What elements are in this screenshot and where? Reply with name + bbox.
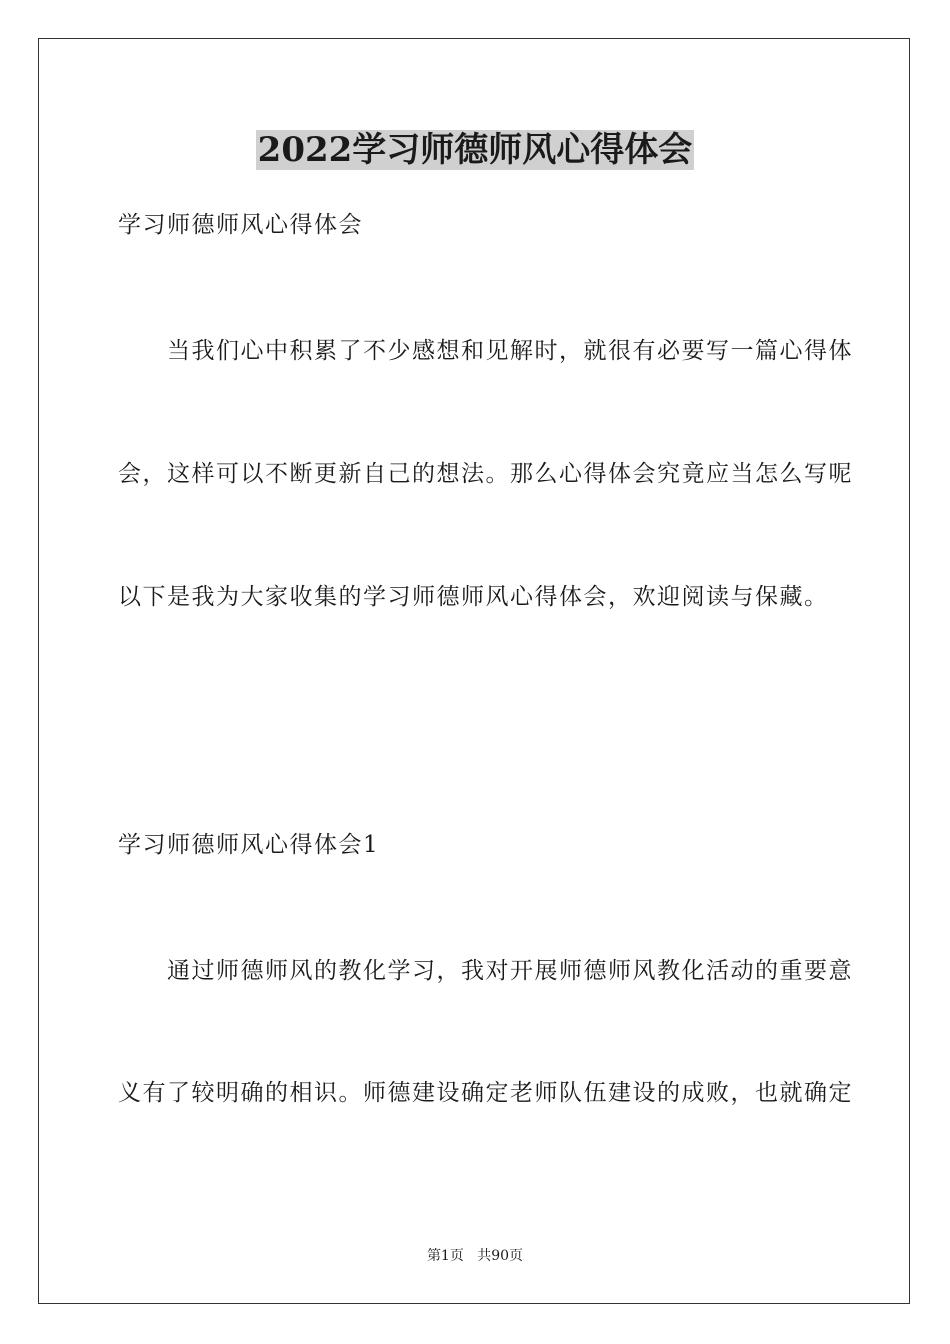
paragraph-line: 会，这样可以不断更新自己的想法。那么心得体会究竟应当怎么写呢 (118, 461, 853, 487)
paragraph-line: 通过师德师风的教化学习，我对开展师德师风教化活动的重要意 (118, 958, 853, 984)
page-number: 第1页 (426, 1248, 464, 1264)
section-heading: 学习师德师风心得体会1 (118, 832, 380, 858)
paragraph-line: 当我们心中积累了不少感想和见解时，就很有必要写一篇心得体 (118, 338, 853, 364)
document-title-text: 2022学习师德师风心得体会 (257, 130, 693, 170)
section-heading: 学习师德师风心得体会 (118, 212, 363, 238)
page-total: 共90页 (477, 1248, 524, 1264)
document-title (0, 128, 950, 172)
page-footer (0, 1246, 950, 1266)
paragraph-line: 以下是我为大家收集的学习师德师风心得体会，欢迎阅读与保藏。 (118, 584, 829, 610)
paragraph-line: 义有了较明确的相识。师德建设确定老师队伍建设的成败，也就确定 (118, 1080, 853, 1106)
